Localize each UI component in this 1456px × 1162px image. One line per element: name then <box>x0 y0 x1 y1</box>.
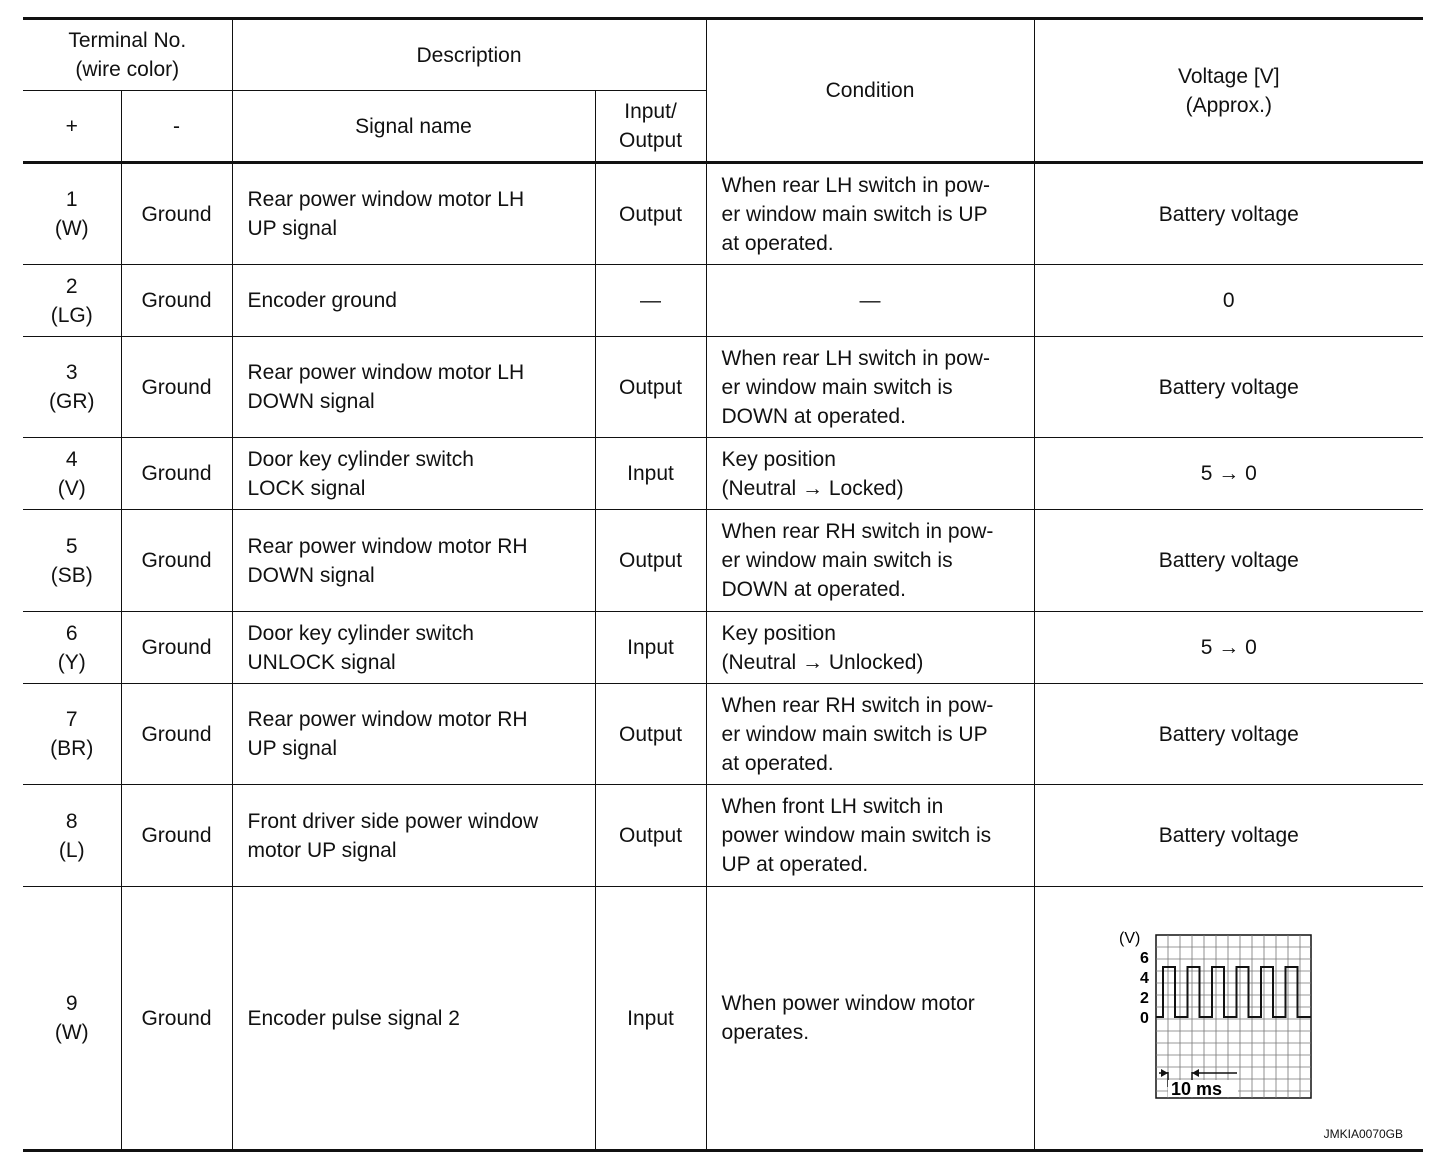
terminal-cell: 9 (W) <box>23 887 121 1151</box>
waveform-unit-label: (V) <box>1118 930 1140 947</box>
io-cell: Output <box>595 163 706 265</box>
condition-cell: — <box>706 265 1034 337</box>
minus-cell: Ground <box>121 785 232 887</box>
voltage-cell: Battery voltage <box>1034 337 1423 438</box>
header-description: Description <box>232 19 706 91</box>
signal-cell: Rear power window motor RH DOWN signal <box>232 510 595 612</box>
voltage-cell: 5 → 0 <box>1034 612 1423 684</box>
header-io: Input/ Output <box>595 91 706 163</box>
condition-cell: When rear LH switch in pow- er window main switch is DOWN at operated. <box>706 337 1034 438</box>
condition-cell: When rear RH switch in pow- er window main switch is DOWN at operated. <box>706 510 1034 612</box>
signal-cell: Rear power window motor LH DOWN signal <box>232 337 595 438</box>
io-cell: Output <box>595 337 706 438</box>
header-terminal: Terminal No. (wire color) <box>23 19 232 91</box>
io-cell: Input <box>595 612 706 684</box>
header-minus: - <box>121 91 232 163</box>
condition-cell: When rear RH switch in pow- er window main switch is UP at operated. <box>706 684 1034 785</box>
y-tick-label: 4 <box>1139 970 1149 987</box>
signal-cell: Door key cylinder switch LOCK signal <box>232 438 595 510</box>
table-row <box>23 785 1423 887</box>
signal-cell: Front driver side power window motor UP signal <box>232 785 595 887</box>
header-plus: + <box>23 91 121 163</box>
terminal-cell: 6 (Y) <box>23 612 121 684</box>
voltage-cell: Battery voltage <box>1034 510 1423 612</box>
io-cell: Input <box>595 887 706 1151</box>
y-tick-label: 2 <box>1139 990 1149 1007</box>
voltage-cell: Battery voltage <box>1034 684 1423 785</box>
y-tick-label: 0 <box>1139 1010 1149 1027</box>
io-cell: Output <box>595 785 706 887</box>
voltage-cell: 5 → 0 <box>1034 438 1423 510</box>
condition-cell: When front LH switch in power window main switch is UP at operated. <box>706 785 1034 887</box>
terminal-cell: 3 (GR) <box>23 337 121 438</box>
terminal-cell: 1 (W) <box>23 163 121 265</box>
header-signal-name: Signal name <box>232 91 595 163</box>
table-row <box>23 510 1423 612</box>
table-row <box>23 337 1423 438</box>
voltage-cell: Battery voltage <box>1034 785 1423 887</box>
io-cell: Output <box>595 684 706 785</box>
minus-cell: Ground <box>121 438 232 510</box>
condition-cell: When rear LH switch in pow- er window main switch is UP at operated. <box>706 163 1034 265</box>
waveform-graph <box>1115 927 1315 1117</box>
minus-cell: Ground <box>121 510 232 612</box>
y-tick-label: 6 <box>1139 950 1149 967</box>
table-row <box>23 163 1423 265</box>
signal-cell: Encoder ground <box>232 265 595 337</box>
signal-cell: Rear power window motor RH UP signal <box>232 684 595 785</box>
io-cell: Input <box>595 438 706 510</box>
terminal-cell: 2 (LG) <box>23 265 121 337</box>
terminal-cell: 5 (SB) <box>23 510 121 612</box>
table-row <box>23 684 1423 785</box>
io-cell: — <box>595 265 706 337</box>
voltage-cell: Battery voltage <box>1034 163 1423 265</box>
minus-cell: Ground <box>121 887 232 1151</box>
signal-cell: Encoder pulse signal 2 <box>232 887 595 1151</box>
terminal-cell: 4 (V) <box>23 438 121 510</box>
table-row <box>23 265 1423 337</box>
table-row <box>23 612 1423 684</box>
minus-cell: Ground <box>121 337 232 438</box>
terminal-cell: 7 (BR) <box>23 684 121 785</box>
terminal-table <box>23 17 1423 1152</box>
signal-cell: Rear power window motor LH UP signal <box>232 163 595 265</box>
figure-id: JMKIA0070GB <box>1323 1127 1404 1141</box>
table-row <box>23 887 1423 1151</box>
waveform-figure <box>1035 887 1424 1149</box>
time-scale-label: 10 ms <box>1170 1079 1222 1099</box>
minus-cell: Ground <box>121 612 232 684</box>
table-row <box>23 438 1423 510</box>
condition-cell: Key position (Neutral → Locked) <box>706 438 1034 510</box>
header-voltage: Voltage [V] (Approx.) <box>1034 19 1423 163</box>
voltage-cell: 0 <box>1034 265 1423 337</box>
condition-cell: When power window motor operates. <box>706 887 1034 1151</box>
minus-cell: Ground <box>121 684 232 785</box>
condition-cell: Key position (Neutral → Unlocked) <box>706 612 1034 684</box>
terminal-cell: 8 (L) <box>23 785 121 887</box>
voltage-cell-waveform <box>1034 887 1423 1151</box>
signal-cell: Door key cylinder switch UNLOCK signal <box>232 612 595 684</box>
minus-cell: Ground <box>121 163 232 265</box>
io-cell: Output <box>595 510 706 612</box>
minus-cell: Ground <box>121 265 232 337</box>
header-condition: Condition <box>706 19 1034 163</box>
